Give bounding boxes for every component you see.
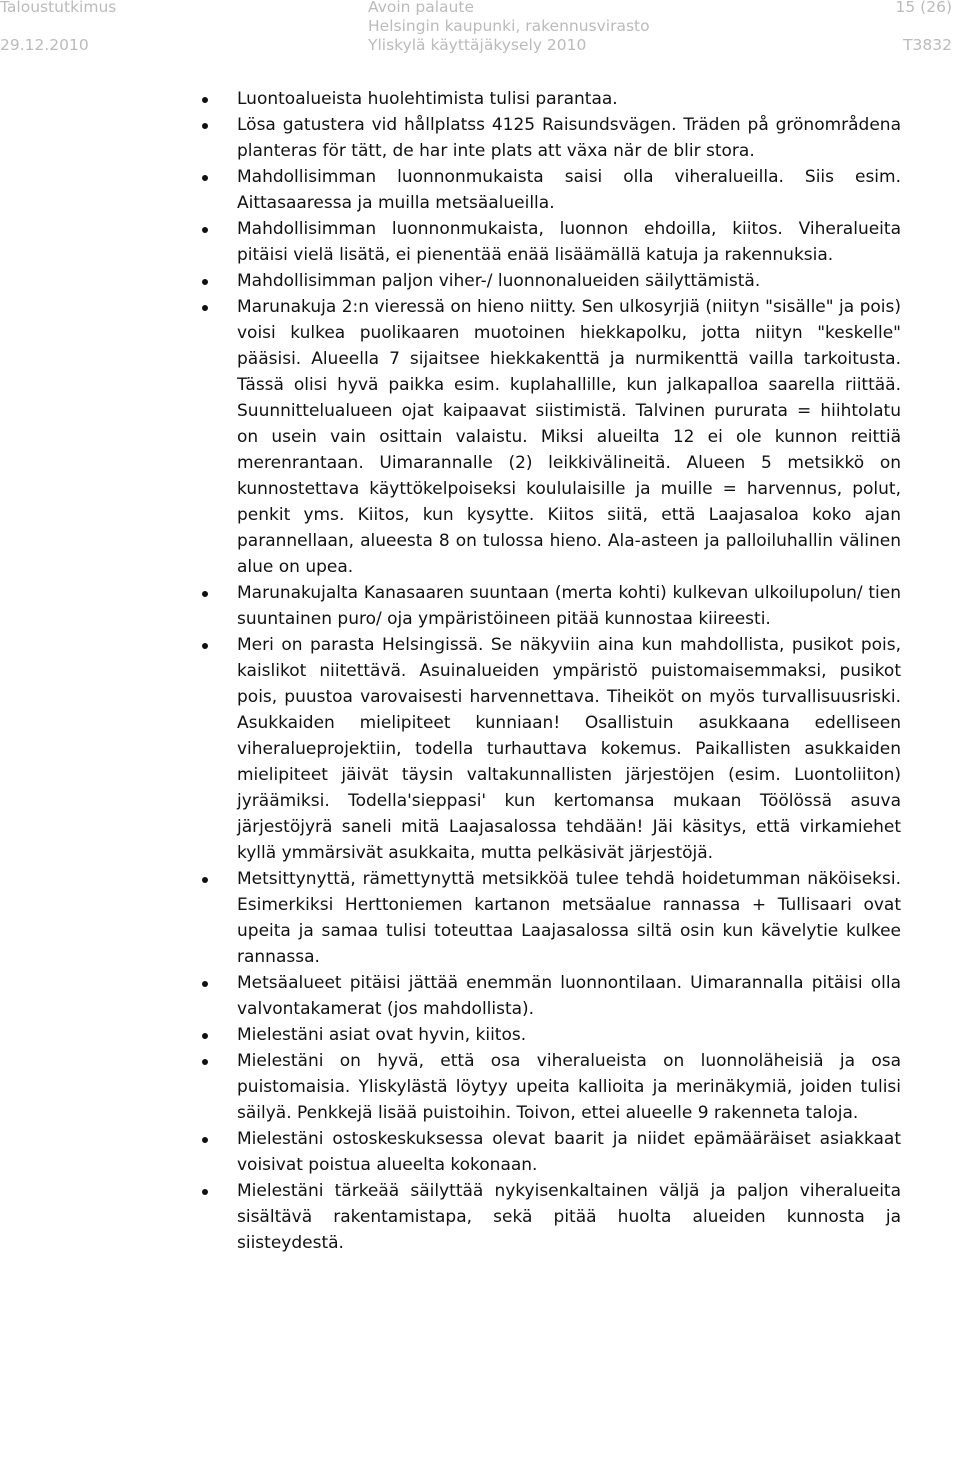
bullet-icon: [202, 1137, 208, 1143]
feedback-list: [0, 86, 960, 1256]
bullet-icon: [202, 643, 208, 649]
bullet-icon: [202, 227, 208, 233]
list-item: Luontoalueista huolehtimista tulisi parantaa.: [237, 86, 901, 112]
list-item: Meri on parasta Helsingissä. Se näkyviin aina kun mahdollista, pusikot pois, kaislikot niitettävä. Asuinalueiden ympäristö puistomaisemmaksi, pusikot pois, puustoa varovaisesti harvennettava. Tiheiköt on myös turvallisuusriski. Asukkaiden mielipiteet kunniaan! Osallistuin asukkaana edelliseen viheralueprojektiin, todella turhauttava kokemus. Paikallisten asukkaiden mielipiteet jäivät täysin valtakunnallisten järjestöjen (esim. Luontoliiton) jyräämiksi. Todella'sieppasi' kun kertomansa mukaan Töölössä asuva järjestöjyrä saneli mitä Laajasalossa tehdään! Jäi käsitys, että virkamiehet kyllä ymmärsivät asukkaita, mutta pelkäsivät järjestöjä.: [237, 632, 901, 866]
list-item: Metsittynyttä, rämettynyttä metsikköä tulee tehdä hoidetumman näköiseksi. Esimerkiksi Herttoniemen kartanon metsäalue rannassa + Tullisaari ovat upeita ja samaa tulisi toteuttaa Laajasalossa siltä osin kun kävelytie kulkee rannassa.: [237, 866, 901, 970]
list-item: Mielestäni tärkeää säilyttää nykyisenkaltainen väljä ja paljon viheralueita sisältävä rakentamistapa, sekä pitää huolta alueiden kunnosta ja siisteydestä.: [237, 1178, 901, 1256]
document-body: [0, 86, 960, 1256]
list-item: Mahdollisimman luonnonmukaista saisi olla viheralueilla. Siis esim. Aittasaaressa ja muilla metsäalueilla.: [237, 164, 901, 216]
page-number: 15 (26): [895, 0, 952, 16]
list-item: Mielestäni on hyvä, että osa viheralueista on luonnoläheisiä ja osa puistomaisia. Yliskylästä löytyy upeita kallioita ja merinäkymiä, joiden tulisi säilyä. Penkkejä lisää puistoihin. Toivon, ettei alueelle 9 rakenneta taloja.: [237, 1048, 901, 1126]
document-code: T3832: [903, 36, 952, 54]
list-item: Mielestäni asiat ovat hyvin, kiitos.: [237, 1022, 901, 1048]
list-item: Lösa gatustera vid hållplatss 4125 Raisundsvägen. Träden på grönområdena planteras för tätt, de har inte plats att växa när de blir stora.: [237, 112, 901, 164]
company-name: Taloustutkimus: [0, 0, 117, 16]
bullet-icon: [202, 1033, 208, 1039]
section-title: Avoin palaute: [368, 0, 474, 16]
bullet-icon: [202, 1189, 208, 1195]
bullet-icon: [202, 877, 208, 883]
survey-title: Yliskylä käyttäjäkysely 2010: [368, 36, 587, 54]
list-item: Marunakujalta Kanasaaren suuntaan (merta kohti) kulkevan ulkoilupolun/ tien suuntainen puro/ oja ympäristöineen pitää kunnostaa kiireesti.: [237, 580, 901, 632]
report-date: 29.12.2010: [0, 36, 89, 54]
client-name: Helsingin kaupunki, rakennusvirasto: [368, 17, 650, 35]
bullet-icon: [202, 175, 208, 181]
page-header: [0, 0, 960, 62]
list-item: Mahdollisimman luonnonmukaista, luonnon ehdoilla, kiitos. Viheralueita pitäisi vielä lisätä, ei pienentää enää lisäämällä katuja ja rakennuksia.: [237, 216, 901, 268]
bullet-icon: [202, 279, 208, 285]
bullet-icon: [202, 1059, 208, 1065]
list-item: Metsäalueet pitäisi jättää enemmän luonnontilaan. Uimarannalla pitäisi olla valvontakamerat (jos mahdollista).: [237, 970, 901, 1022]
bullet-icon: [202, 591, 208, 597]
bullet-icon: [202, 97, 208, 103]
list-item: Marunakuja 2:n vieressä on hieno niitty. Sen ulkosyrjiä (niityn "sisälle" ja pois) voisi kulkea puolikaaren muotoinen hiekkapolku, jotta niityn "keskelle" pääsisi. Alueella 7 sijaitsee hiekkakenttä ja nurmikenttä vailla tarkoitusta. Tässä olisi hyvä paikka esim. kuplahallille, kun jalkapalloa saarella riittää. Suunnittelualueen ojat kaipaavat siistimistä. Talvinen pururata = hiihtolatu on usein vain osittain valaistu. Miksi alueilta 12 ei ole kunnon reittiä merenrantaan. Uimarannalle (2) leikkivälineitä. Alueen 5 metsikkö on kunnostettava käyttökelpoiseksi koululaisille ja muille = harvennus, polut, penkit yms. Kiitos, kun kysytte. Kiitos siitä, että Laajasaloa koko ajan parannellaan, alueesta 8 on tulossa hieno. Ala-asteen ja palloiluhallin välinen alue on upea.: [237, 294, 901, 580]
bullet-icon: [202, 305, 208, 311]
bullet-icon: [202, 123, 208, 129]
bullet-icon: [202, 981, 208, 987]
list-item: Mahdollisimman paljon viher-/ luonnonalueiden säilyttämistä.: [237, 268, 901, 294]
list-item: Mielestäni ostoskeskuksessa olevat baarit ja niidet epämääräiset asiakkaat voisivat poistua alueelta kokonaan.: [237, 1126, 901, 1178]
